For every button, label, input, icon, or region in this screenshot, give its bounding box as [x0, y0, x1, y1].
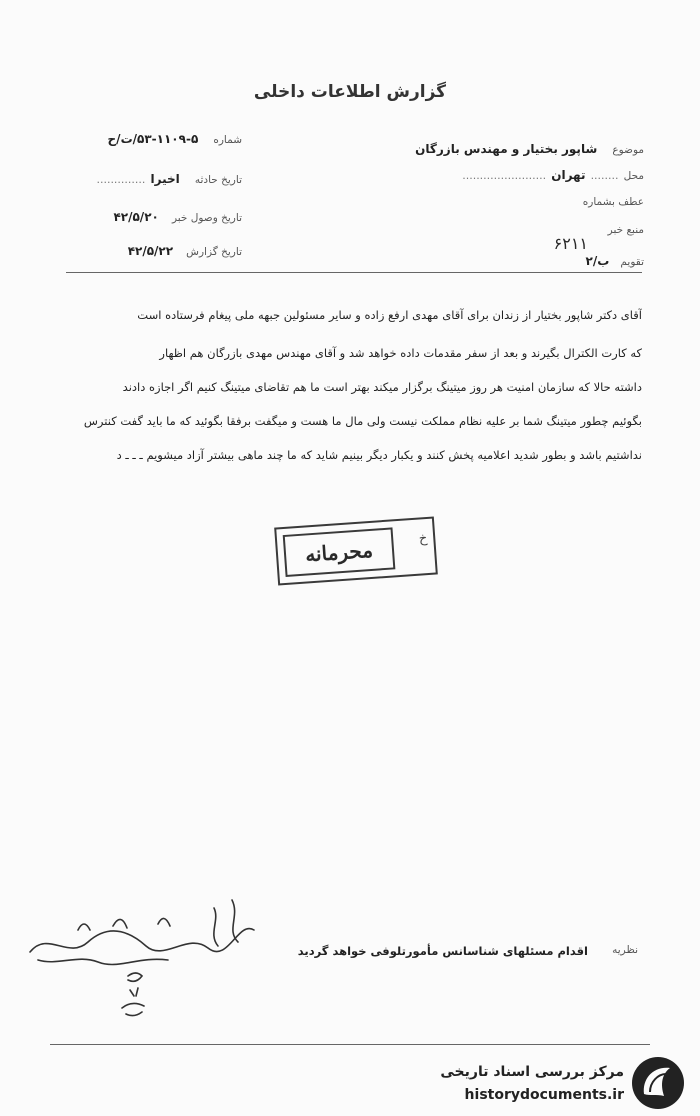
field-reference [583, 190, 644, 209]
field-receive-date [113, 206, 242, 225]
footer-url: historydocuments.ir [464, 1087, 624, 1103]
field-reference-label: عطف بشماره [582, 196, 644, 208]
field-report-date [128, 240, 242, 259]
field-source [608, 218, 644, 237]
opinion-label: نظریه [612, 944, 638, 956]
body-line: آقای دکتر شاپور بختیار از زندان برای آقای مهدی ارفع زاده و سایر مسئولین جبهه ملی پیغام فرستاده است [137, 308, 642, 322]
field-receive-date-label: تاریخ وصول خبر [171, 212, 242, 224]
body-line: نداشتیم باشد و بطور شدید اعلامیه پخش کنند و یکبار دیگر بینیم شاید که ما چند ماهی بیشتر آزاد میشویم ـ ـ ـ د [116, 448, 642, 462]
field-number [108, 128, 242, 147]
field-rating-label: تقویم [620, 256, 644, 268]
field-report-date-label: تاریخ گزارش [186, 246, 242, 258]
header-divider [66, 272, 642, 273]
field-rating-value: ب/۲ [585, 254, 610, 268]
field-location: محل ........ تهران ........................ [462, 168, 644, 182]
body-line: بگوئیم چطور میتینگ شما بر علیه نظام مملکت نیست ولی مال ما هست و میگفت برفقا بگوئید که ما باید گفت کنترس [83, 414, 642, 428]
opinion-text: اقدام مسئلهای شناسانس مأمورتلوفی خواهد گردید [297, 944, 588, 958]
field-incident-date-value: اخیرا [150, 172, 180, 186]
archive-logo-icon [628, 1054, 688, 1112]
handwritten-signature [18, 890, 263, 1020]
field-subject [415, 138, 644, 157]
confidential-stamp [274, 516, 438, 585]
field-report-date-value: ۴۲/۵/۲۲ [127, 244, 174, 258]
field-number-value: ۵-۱۱۰۹-۵۳/ت/ح [107, 132, 199, 146]
report-title: گزارش اطلاعات داخلی [253, 82, 447, 102]
field-location-value: تهران [551, 168, 586, 182]
field-incident-date-label: تاریخ حادثه [194, 174, 242, 186]
footer-divider [50, 1044, 650, 1045]
field-source-label: منبع خبر [607, 224, 644, 236]
field-number-label: شماره [213, 134, 242, 146]
stamp-side-text: خ [418, 531, 428, 547]
body-line: داشته حالا که سازمان امنیت هر روز میتینگ برگزار میکند بهتر است ما هم تقاضای میتینگ کنیم اگر اجازه دادند [122, 380, 642, 394]
field-source-value: ۶۲۱۱ [553, 234, 588, 253]
stamp-text: محرمانه [283, 527, 396, 577]
footer-title: مرکز بررسی اسناد تاریخی [440, 1064, 624, 1080]
field-subject-value: شاپور بختیار و مهندس بازرگان [415, 142, 598, 156]
field-receive-date-value: ۴۲/۵/۲۰ [113, 210, 159, 224]
field-subject-label: موضوع [612, 144, 644, 156]
field-location-label: محل [623, 170, 644, 182]
body-line: که کارت الکترال بگیرند و بعد از سفر مقدمات داده خواهد شد و آقای مهندس مهدی بازرگان هم اظهار [159, 346, 642, 360]
field-rating [586, 250, 644, 269]
field-incident-date: تاریخ حادثه اخیرا .............. [96, 172, 242, 186]
